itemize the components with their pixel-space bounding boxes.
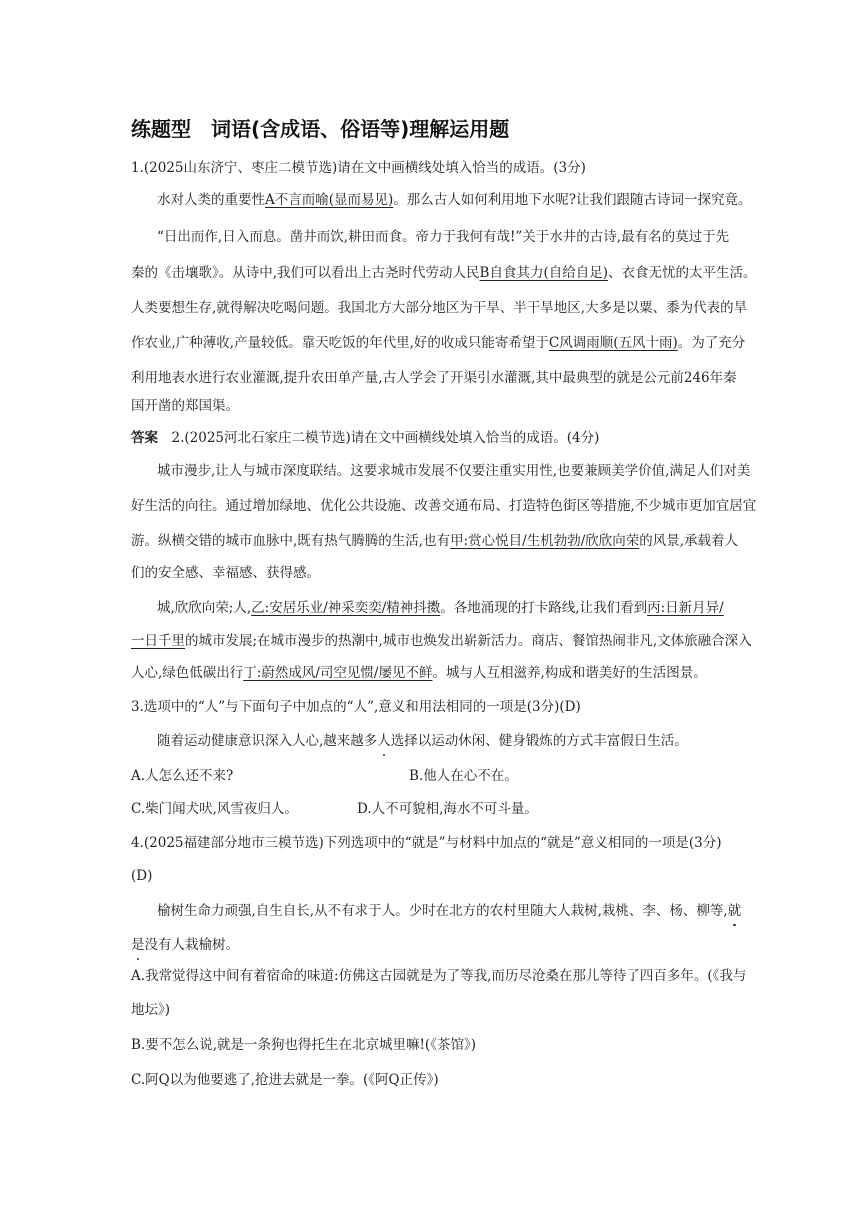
q4-text: 没有人栽榆树。 — [144, 937, 239, 953]
q4-material-line-2 — [131, 935, 239, 955]
q1-text: 作农业,广种薄收,产量较低。靠天吃饭的年代里,好的收成只能寄希望于 — [131, 335, 549, 351]
q2-text: 游。纵横交错的城市血脉中,既有热气腾腾的生活,也有 — [131, 533, 451, 549]
q2-paragraph-1-line-1: 城市漫步,让人与城市深度联结。这要求城市发展不仅要注重实用性,也要兼顾美学价值,满足人们对美 — [157, 463, 751, 479]
q1-text: 。为了充分 — [677, 335, 746, 351]
answer-b-blank: B自食其力(自给自足) — [479, 265, 609, 281]
q2-paragraph-2-line-1 — [157, 598, 724, 618]
q1-text: 秦的《击壤歌》。从诗中,我们可以看出上古尧时代劳动人民 — [131, 265, 480, 281]
answer-ding-blank: 丁:蔚然成风/司空见惯/屡见不鲜 — [243, 665, 433, 681]
q3-option-b: B.他人在心不在。 — [409, 768, 518, 784]
q3-sentence — [157, 731, 688, 751]
q1-paragraph-2-line-2 — [131, 263, 757, 283]
q1-text: 水对人类的重要性 — [157, 192, 265, 208]
answer-bing-blank: 丙:日新月异/ — [647, 600, 724, 616]
q1-paragraph-2-line-3: 人类要想生存,就得解决吃喝问题。我国北方大部分地区为干旱、半干旱地区,大多是以粟、黍为代表的旱 — [131, 300, 748, 316]
dotted-character: 人 — [377, 733, 391, 749]
q2-paragraph-1-line-3 — [131, 531, 738, 551]
q3-text: 随着运动健康意识深入人心,越来越多 — [157, 733, 378, 749]
q1-text: 、衣食无忧的太平生活。 — [608, 265, 757, 281]
q3-option-c: C.柴门闻犬吠,风雪夜归人。 — [131, 801, 298, 817]
q1-text: 。那么古人如何利用地下水呢?让我们跟随古诗词一探究竟。 — [393, 192, 752, 208]
q1-paragraph-2-line-5: 利用地表水进行农业灌溉,提升农田单产量,古人学会了开渠引水灌溉,其中最典型的就是公元前246年秦 — [131, 370, 737, 386]
q1-paragraph-1 — [157, 190, 752, 210]
answer-a-blank: A不言而喻(显而易见) — [265, 192, 394, 208]
dotted-character: 就 — [727, 903, 742, 919]
q4-option-a-line-1: A.我常觉得这中间有着宿命的味道:仿佛这古园就是为了等我,而历尽沧桑在那儿等待了四百多年。(《我与 — [131, 968, 747, 984]
q2-text: 的风景,承载着人 — [639, 533, 739, 549]
answer-c-blank: C风调雨顺(五风十雨) — [548, 335, 678, 351]
q3-text: 选择以运动休闲、健身锻炼的方式丰富假日生活。 — [390, 733, 688, 749]
dotted-character: 是 — [131, 937, 145, 953]
q1-paragraph-2-line-6: 国开凿的郑国渠。 — [131, 398, 239, 414]
q2-text: 。城与人互相滋养,构成和谐美好的生活图景。 — [432, 665, 707, 681]
q2-paragraph-1-line-4: 们的安全感、幸福感、获得感。 — [131, 565, 320, 581]
q4-option-c: C.阿Q以为他要逃了,抢进去就是一拳。(《阿Q正传》) — [131, 1072, 439, 1088]
q3-option-a: A.人怎么还不来? — [131, 768, 234, 784]
q2-paragraph-2-line-2 — [131, 631, 752, 651]
page-title: 练题型 词语(含成语、俗语等)理解运用题 — [131, 117, 510, 141]
question-2-stem-row — [131, 428, 599, 448]
question-2-stem: 2.(2025河北石家庄二模节选)请在文中画横线处填入恰当的成语。(4分) — [171, 430, 600, 446]
question-3-stem: 3.选项中的“人”与下面句子中加点的“人”,意义和用法相同的一项是(3分)(D) — [131, 699, 581, 715]
question-4-stem-line-2: (D) — [131, 868, 153, 884]
q2-paragraph-2-line-3 — [131, 663, 707, 683]
q2-text: 人心,绿色低碳出行 — [131, 665, 244, 681]
q4-option-a-line-2: 地坛》) — [131, 1002, 171, 1018]
question-4-stem-line-1: 4.(2025福建部分地市三模节选)下列选项中的“就是”与材料中加点的“就是”意义相同的一项是(3分) — [131, 835, 722, 851]
q2-text: 城,欣欣向荣;人, — [157, 600, 252, 616]
answer-jia-blank: 甲:赏心悦目/生机勃勃/欣欣向荣 — [450, 533, 640, 549]
q1-paragraph-2-line-4 — [131, 333, 745, 353]
question-1-stem: 1.(2025山东济宁、枣庄二模节选)请在文中画横线处填入恰当的成语。(3分) — [131, 160, 586, 176]
q1-paragraph-2-line-1: “日出而作,日入而息。凿井而饮,耕田而食。帝力于我何有哉!”关于水井的古诗,最有名的莫过于先 — [157, 229, 730, 245]
answer-label: 答案 — [131, 430, 158, 446]
q2-text: 。各地涌现的打卡路线,让我们看到 — [440, 600, 648, 616]
q4-option-b: B.要不怎么说,就是一条狗也得托生在北京城里嘛!(《茶馆》) — [131, 1037, 476, 1053]
q2-text: 的城市发展;在城市漫步的热潮中,城市也焕发出崭新活力。商店、餐馆热闹非凡,文体旅融合深入 — [185, 633, 752, 649]
q3-option-d: D.人不可貌相,海水不可斗量。 — [357, 801, 538, 817]
q4-material-line-1 — [157, 901, 741, 921]
q2-paragraph-1-line-2: 好生活的向往。通过增加绿地、优化公共设施、改善交通布局、打造特色街区等措施,不少城市更加宜居宜 — [131, 498, 757, 514]
q4-text: 榆树生命力顽强,自生自长,从不有求于人。少时在北方的农村里随大人栽树,栽桃、李、杨、柳等, — [157, 903, 728, 919]
answer-bing-blank-cont: 一日千里 — [131, 633, 185, 649]
answer-yi-blank: 乙:安居乐业/神采奕奕/精神抖擞 — [251, 600, 441, 616]
